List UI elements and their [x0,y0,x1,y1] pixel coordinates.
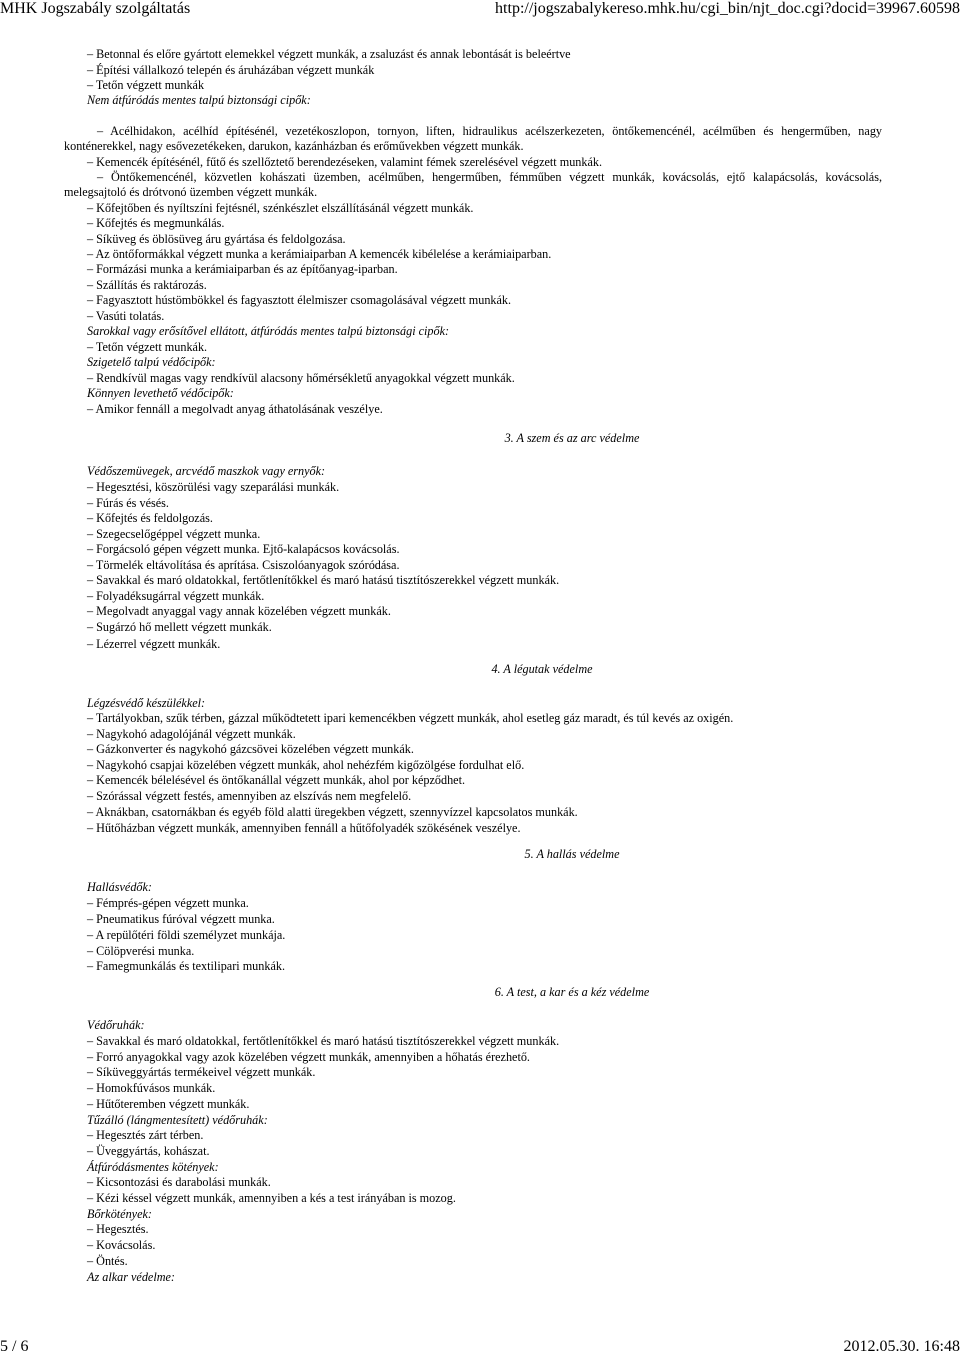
list-item: – Tartályokban, szűk térben, gázzal működtetett ipari kemencékben végzett munkák, ahol esetleg gáz maradt, és túl kevés az oxigén. [87,711,882,726]
section-heading: 3. A szem és az arc védelme [504,431,640,445]
section-subheading: Az alkar védelme: [87,1270,175,1284]
list-item: – Aknákban, csatornákban és egyéb föld alatti üregekben végzett, szennyvízzel kapcsolatos munkák. [87,805,882,820]
list-item: – Savakkal és maró oldatokkal, fertőtlenítőkkel és maró hatású tisztítószerekkel végzett munkák. [87,1034,882,1049]
list-item: – Hűtőteremben végzett munkák. [87,1097,882,1112]
list-item: – Homokfúvásos munkák. [87,1081,882,1096]
list-item: – Fémprés-gépen végzett munka. [87,896,882,911]
list-item: – Formázási munka a kerámiaiparban és az építőanyag-iparban. [87,262,882,277]
section-subheading: Bőrkötények: [87,1207,152,1221]
section-subheading: Védőruhák: [87,1018,145,1032]
list-item: – Kovácsolás. [87,1238,882,1253]
list-item: – Cölöpverési munka. [87,944,882,959]
list-item: – Szállítás és raktározás. [87,278,882,293]
list-item: – Kemencék bélelésével és öntőkanállal végzett munkák, ahol por képződhet. [87,773,882,788]
list-item: – Síküveg és öblösüveg áru gyártása és feldolgozása. [87,232,882,247]
section-subheading: Hallásvédők: [87,880,152,894]
list-item: – Fagyasztott hústömbökkel és fagyasztott élelmiszer csomagolásával végzett munkák. [87,293,882,308]
list-item: – Tetőn végzett munkák [87,78,882,93]
print-timestamp: 2012.05.30. 16:48 [843,1338,960,1355]
list-item: – Vasúti tolatás. [87,309,882,324]
list-item: – Törmelék eltávolítása és aprítása. Csiszolóanyagok szóródása. [87,558,882,573]
section-subheading: Szigetelő talpú védőcipők: [87,355,216,369]
section-subheading: Védőszemüvegek, arcvédő maszkok vagy ernyők: [87,464,326,478]
list-item: – Gázkonverter és nagykohó gázcsövei közelében végzett munkák. [87,742,882,757]
list-item: – Üveggyártás, kohászat. [87,1144,882,1159]
section-subheading: Nem átfúródás mentes talpú biztonsági cipők: [87,93,311,107]
list-item: – Kicsontozási és darabolási munkák. [87,1175,882,1190]
list-item: – Savakkal és maró oldatokkal, fertőtlenítőkkel és maró hatású tisztítószerekkel végzett munkák. [87,573,882,588]
list-item: – Folyadéksugárral végzett munkák. [87,589,882,604]
list-item: – Hegesztés zárt térben. [87,1128,882,1143]
list-item: – Sugárzó hő mellett végzett munkák. [87,620,882,635]
section-subheading: Sarokkal vagy erősítővel ellátott, átfúródás mentes talpú biztonsági cipők: [87,324,450,338]
list-item: – Acélhidakon, acélhíd építésénél, vezetékoszlopon, tornyon, liften, hidraulikus acélszerkezeten, öntőkemencénél, acélműben és hengerműben, nagy konténerekkel, nagy esővezetékeken, darukon, kazánházban és erőművekben végzett munkák. [64,124,882,154]
list-item: – Pneumatikus fúróval végzett munka. [87,912,882,927]
list-item: – Megolvadt anyaggal vagy annak közelében végzett munkák. [87,604,882,619]
list-item: – Hegesztési, köszörülési vagy szeparálási munkák. [87,480,882,495]
list-item: – Amikor fennáll a megolvadt anyag áthatolásának veszélye. [87,402,882,417]
list-item: – Öntés. [87,1254,882,1269]
list-item: – Építési vállalkozó telepén és áruházában végzett munkák [87,63,882,78]
list-item: – Betonnal és előre gyártott elemekkel végzett munkák, a zsaluzást és annak lebontását is beleértve [87,47,882,62]
list-item: – Öntőkemencénél, közvetlen kohászati üzemben, acélműben, hengerműben, fémműben végzett munkák, kovácsolás, ejtő kalapácsolás, kovácsolás, melegsajtoló és drótvonó üzemben végzett munkák. [64,170,882,200]
header-site-title: MHK Jogszabály szolgáltatás [0,0,191,17]
section-heading: 4. A légutak védelme [491,662,593,676]
list-item: – Síküveggyártás termékeivel végzett munkák. [87,1065,882,1080]
section-subheading: Átfúródásmentes kötények: [87,1160,219,1174]
page-number: 5 / 6 [0,1338,29,1355]
section-heading: 6. A test, a kar és a kéz védelme [494,985,650,999]
section-heading: 5. A hallás védelme [524,847,620,861]
section-subheading: Légzésvédő készülékkel: [87,696,206,710]
list-item: – Rendkívül magas vagy rendkívül alacsony hőmérsékletű anyagokkal végzett munkák. [87,371,882,386]
list-item: – Az öntőformákkal végzett munka a kerámiaiparban A kemencék kibélelése a kerámiaiparban. [87,247,882,262]
list-item: – Kőfejtés és megmunkálás. [87,216,882,231]
list-item: – Kemencék építésénél, fűtő és szellőztető berendezéseken, valamint fémek szerelésével végzett munkák. [87,155,882,170]
list-item: – Tetőn végzett munkák. [87,340,882,355]
list-item: – Kőfejtőben és nyíltszíni fejtésnél, szénkészlet elszállításánál végzett munkák. [87,201,882,216]
list-item: – Szórással végzett festés, amennyiben az elszívás nem megfelelő. [87,789,882,804]
list-item: – Kőfejtés és feldolgozás. [87,511,882,526]
list-item: – Szegecselőgéppel végzett munka. [87,527,882,542]
list-item: – Forgácsoló gépen végzett munka. Ejtő-kalapácsos kovácsolás. [87,542,882,557]
list-item: – A repülőtéri földi személyzet munkája. [87,928,882,943]
list-item: – Nagykohó csapjai közelében végzett munkák, ahol nehézfém kigőzölgése fordulhat elő. [87,758,882,773]
list-item: – Lézerrel végzett munkák. [87,637,882,652]
header-url[interactable]: http://jogszabalykereso.mhk.hu/cgi_bin/njt_doc.cgi?docid=39967.60598 [495,0,960,17]
section-subheading: Könnyen levethető védőcipők: [87,386,234,400]
list-item: – Hegesztés. [87,1222,882,1237]
list-item: – Kézi késsel végzett munkák, amennyiben a kés a test irányában is mozog. [87,1191,882,1206]
list-item: – Nagykohó adagolójánál végzett munkák. [87,727,882,742]
list-item: – Fúrás és vésés. [87,496,882,511]
list-item: – Forró anyagokkal vagy azok közelében végzett munkák, amennyiben a hőhatás érezhető. [87,1050,882,1065]
list-item: – Hűtőházban végzett munkák, amennyiben fennáll a hűtőfolyadék szökésének veszélye. [87,821,882,836]
list-item: – Famegmunkálás és textilipari munkák. [87,959,882,974]
section-subheading: Tűzálló (lángmentesített) védőruhák: [87,1113,268,1127]
